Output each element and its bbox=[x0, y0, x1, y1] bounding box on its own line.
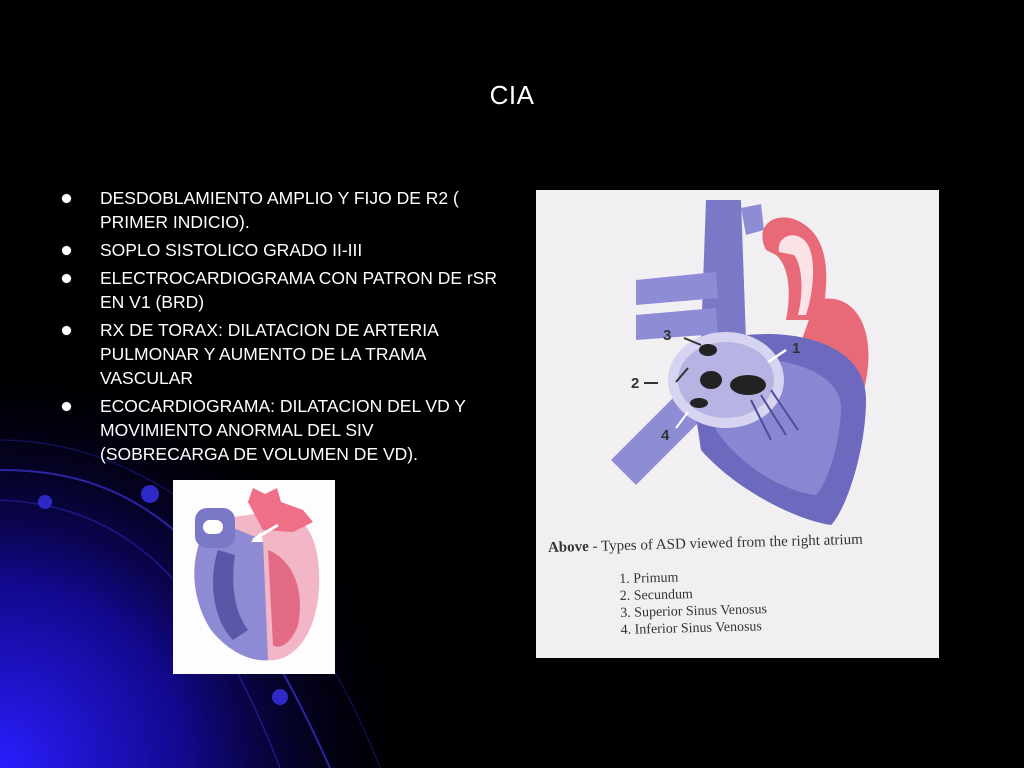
bullet-list bbox=[58, 186, 498, 470]
slide-title: CIA bbox=[489, 80, 535, 110]
marker-label: 4 bbox=[661, 427, 670, 444]
list-item: 3. Superior Sinus Venosus bbox=[620, 602, 768, 621]
bullet-icon bbox=[62, 246, 71, 255]
list-item: 2. Secundum bbox=[619, 587, 694, 605]
marker-label: 2 bbox=[631, 375, 640, 392]
marker-label: 3 bbox=[663, 327, 672, 344]
figure-caption bbox=[547, 531, 938, 639]
bullet-icon bbox=[62, 194, 71, 203]
bullet-icon bbox=[62, 326, 71, 335]
bullet-item: ELECTROCARDIOGRAMA CON PATRON DE rSR EN V1 (BRD) bbox=[58, 266, 498, 314]
marker-label: 1 bbox=[792, 340, 801, 357]
asd-types-list bbox=[619, 563, 939, 639]
bullet-icon bbox=[62, 402, 71, 411]
bullet-item: DESDOBLAMIENTO AMPLIO Y FIJO DE R2 ( PRIMER INDICIO). bbox=[58, 186, 498, 234]
bullet-item: RX DE TORAX: DILATACION DE ARTERIA PULMONAR Y AUMENTO DE LA TRAMA VASCULAR bbox=[58, 318, 498, 390]
bullet-icon bbox=[62, 274, 71, 283]
bullet-item: ECOCARDIOGRAMA: DILATACION DEL VD Y MOVIMIENTO ANORMAL DEL SIV (SOBRECARGA DE VOLUMEN DE VD). bbox=[58, 394, 498, 466]
list-item: 4. Inferior Sinus Venosus bbox=[620, 619, 763, 638]
bullet-item: SOPLO SISTOLICO GRADO II-III bbox=[58, 238, 498, 262]
caption-heading: Above - Types of ASD viewed from the right atrium bbox=[547, 531, 863, 556]
list-item: 1. Primum bbox=[619, 570, 679, 588]
heart-illustration-small bbox=[173, 480, 335, 674]
asd-diagram bbox=[536, 190, 939, 658]
